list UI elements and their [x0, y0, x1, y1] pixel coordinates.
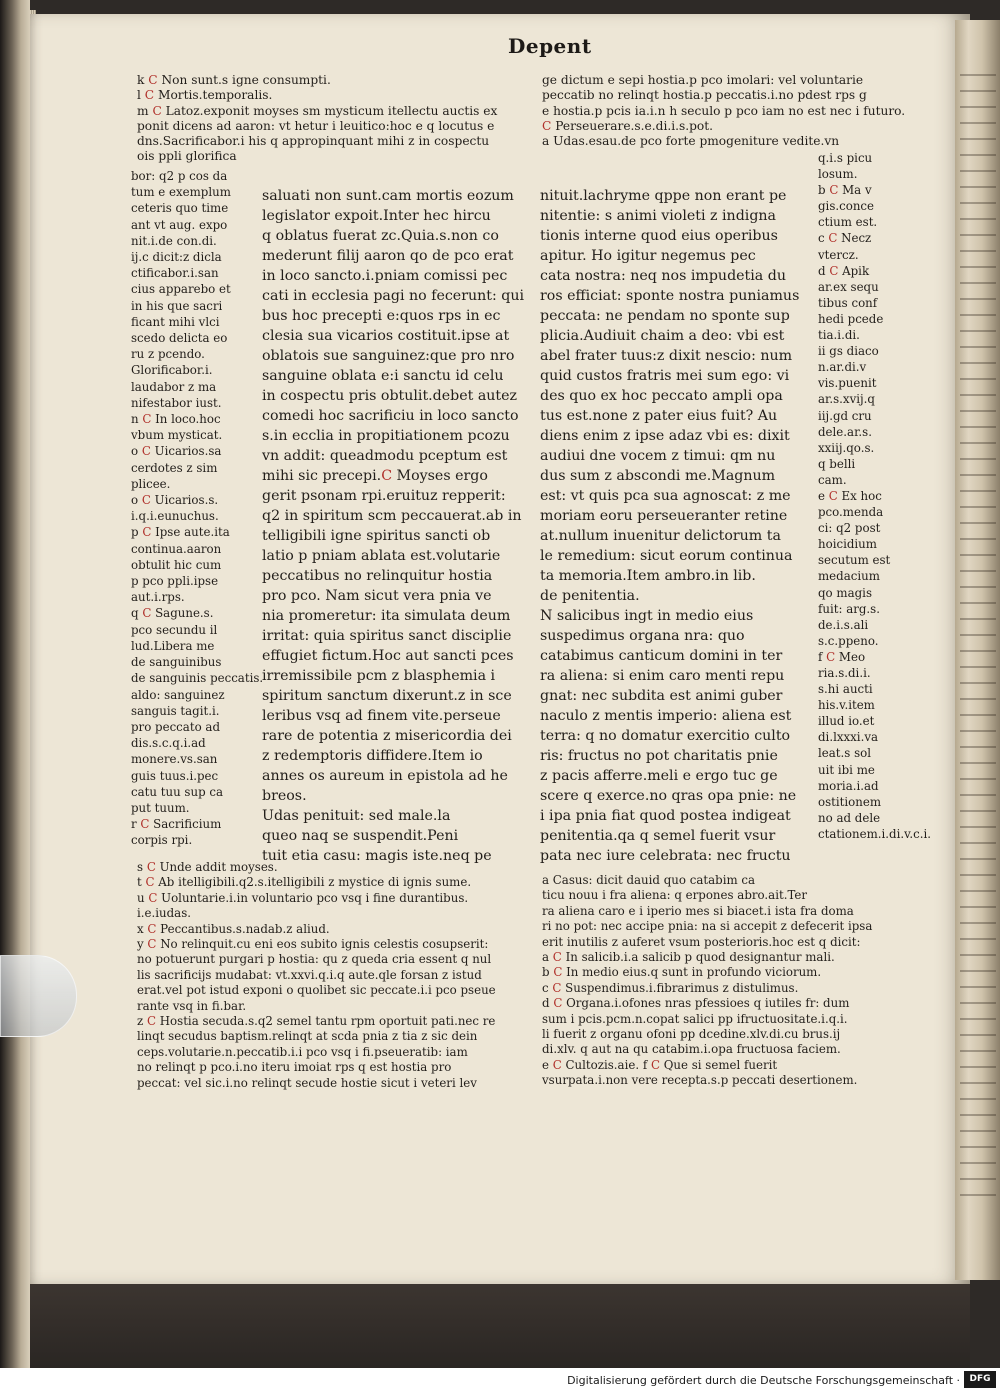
- text-line: p pco ppli.ipse: [131, 574, 219, 589]
- text-line: naculo z mentis imperio: aliena est: [540, 708, 792, 724]
- text-line: i ipa pnia fiat quod postea indigeat: [540, 808, 791, 824]
- text-line: c C Suspendimus.i.fibrarimus z distulimus.: [542, 980, 799, 995]
- text-line: dis.s.c.q.i.ad: [131, 736, 206, 751]
- text-line: guis tuus.i.pec: [131, 768, 219, 783]
- text-line: nia promeretur: ita simulata deum: [262, 608, 511, 624]
- rubric-marker: C: [148, 890, 158, 905]
- text-line: erat.vel pot istud exponi o quolibet sic peccate.i.i pco pseue: [137, 983, 496, 998]
- text-line: secutum est: [818, 553, 891, 568]
- text-line: di.lxxxi.va: [818, 730, 879, 745]
- text-line: tum e exemplum: [131, 185, 231, 200]
- text-line: qo magis: [818, 585, 873, 600]
- rubric-marker: C: [140, 817, 150, 832]
- text-line: saluati non sunt.cam mortis eozum: [262, 188, 514, 204]
- text-line: gis.conce: [818, 199, 875, 214]
- text-line: le remedium: sicut eorum continua: [540, 548, 793, 564]
- text-line: aut.i.rps.: [131, 590, 185, 605]
- text-line: diens enim z ipse adaz vbi es: dixit: [540, 428, 790, 444]
- text-line: peccata: ne pendam no sponte sup: [540, 308, 790, 324]
- text-line: tus est.none z pater eius fuit? Au: [540, 408, 778, 424]
- text-line: a Casus: dicit dauid quo catabim ca: [542, 873, 756, 887]
- text-line: p C Ipse aute.ita: [131, 525, 230, 540]
- text-line: spiritum sanctum dixerunt.z in sce: [262, 688, 512, 704]
- rubric-marker: C: [141, 444, 151, 459]
- text-line: irritat: quia spiritus sanct disciplie: [262, 628, 512, 644]
- text-line: vis.puenit: [818, 376, 877, 391]
- text-line: y C No relinquit.cu eni eos subito ignis celestis cosupserit:: [137, 937, 489, 952]
- text-line: lis sacrificijs mudabat: vt.xxvi.q.i.q aute.qle forsan z istud: [137, 967, 482, 982]
- rubric-marker: C: [141, 493, 151, 508]
- text-line: vtercz.: [818, 247, 859, 262]
- text-line: fuit: arg.s.: [818, 601, 880, 616]
- text-line: terra: q no domatur exercitio culto: [540, 728, 791, 744]
- text-line: nitentie: s animi violeti z indigna: [540, 208, 776, 224]
- text-line: t C Ab itelligibili.q2.s.itelligibili z mystice di ignis sume.: [137, 875, 472, 890]
- text-line: hoicidium: [818, 537, 877, 552]
- rubric-marker: C: [146, 1014, 156, 1029]
- text-line: o C Uicarios.sa: [131, 444, 222, 459]
- text-line: sanguis tagit.i.: [131, 703, 220, 718]
- text-line: clesia sua vicarios costituit.ipse at: [262, 328, 510, 344]
- text-line: bus hoc precepti e:quos rps in ec: [262, 308, 501, 324]
- rubric-marker: C: [142, 606, 152, 621]
- text-line: apitur. Ho igitur negemus pec: [540, 248, 756, 264]
- text-line: catabimus canticum domini in ter: [540, 648, 783, 664]
- text-line: mihi sic precepi.C Moyses ergo: [262, 468, 488, 484]
- next-page-bleed: [960, 60, 996, 1200]
- text-line: effugiet fictum.Hoc aut sancti pces: [262, 648, 514, 664]
- text-line: q C Sagune.s.: [131, 606, 214, 621]
- text-line: ticu nouu i fra aliena: q erpones abro.ait.Ter: [542, 888, 808, 903]
- rubric-marker: C: [145, 875, 155, 890]
- text-line: cam.: [818, 472, 847, 487]
- rubric-marker: C: [144, 88, 155, 103]
- text-line: nit.i.de con.di.: [131, 233, 217, 248]
- text-line: ceteris quo time: [131, 201, 229, 216]
- text-line: pata nec iure celebrata: nec fructu: [540, 848, 791, 864]
- bottom-shadow: [30, 1284, 970, 1368]
- text-line: ci: q2 post: [818, 521, 881, 536]
- text-line: r C Sacrificium: [131, 817, 222, 832]
- rubric-marker: C: [650, 1057, 660, 1072]
- text-line: irremissibile pcm z blasphemia i: [262, 668, 496, 684]
- footer-credit: Digitalisierung gefördert durch die Deutsche Forschungsgemeinschaft ·: [567, 1374, 960, 1387]
- text-line: est: vt quis pca sua agnoscat: z me: [540, 488, 791, 504]
- text-line: z pacis afferre.meli e ergo tuc ge: [540, 768, 778, 784]
- text-line: abel frater tuus:z dixit nescio: num: [540, 348, 793, 364]
- text-line: in cospectu pris obtulit.debet autez: [262, 388, 518, 404]
- text-line: scere q exerce.no qras opa pnie: ne: [540, 788, 797, 804]
- text-line: s.c.ppeno.: [818, 633, 879, 648]
- text-line: tibus conf: [818, 295, 878, 310]
- text-line: bor: q2 p cos da: [131, 169, 228, 183]
- text-line: iij.gd cru: [818, 408, 872, 423]
- rubric-marker: C: [146, 860, 156, 874]
- text-line: monere.vs.san: [131, 752, 218, 767]
- text-line: no potuerunt purgari p hostia: qu z queda cria essent q nul: [137, 952, 492, 967]
- text-line: xxiij.qo.s.: [818, 440, 875, 455]
- text-line: q.i.s picu: [818, 151, 873, 165]
- running-head: Depent: [508, 34, 592, 58]
- text-line: pco secundu il: [131, 622, 218, 637]
- book-edge-left: [0, 0, 30, 1368]
- page-clip: [0, 955, 77, 1037]
- text-line: moriam eoru perseueranter retine: [540, 508, 788, 524]
- text-line: d C Apik: [818, 263, 870, 278]
- text-line: ficant mihi vlci: [131, 314, 220, 329]
- text-line: pro peccato ad: [131, 719, 221, 734]
- rubric-marker: C: [826, 649, 836, 664]
- rubric-marker: C: [147, 937, 157, 952]
- text-line: dus sum z abscondi me.Magnum: [540, 468, 776, 484]
- rubric-marker: C: [542, 118, 552, 133]
- text-line: catu tuu sup ca: [131, 784, 224, 799]
- text-line: ar.ex sequ: [818, 279, 879, 294]
- text-line: leat.s sol: [818, 746, 872, 761]
- text-line: dele.ar.s.: [818, 424, 872, 439]
- text-line: ra aliena caro e i iperio mes si biacet.i ista fra doma: [542, 903, 854, 918]
- text-line: s C Unde addit moyses.: [137, 860, 278, 874]
- text-line: corpis rpi.: [131, 833, 193, 848]
- text-line: hedi pcede: [818, 311, 884, 326]
- text-line: n C In loco.hoc: [131, 412, 221, 427]
- text-line: losum.: [818, 167, 858, 182]
- rubric-marker: C: [552, 1057, 562, 1072]
- text-line: ta memoria.Item ambro.in lib.: [540, 568, 756, 584]
- text-line: ij.c dicit:z dicla: [131, 250, 222, 265]
- text-line: tia.i.di.: [818, 328, 860, 343]
- text-line: in his que sacri: [131, 298, 223, 313]
- text-line: di.xlv. q aut na qu catabim.i.opa fructuosa faciem.: [542, 1042, 841, 1057]
- right-gloss-column: [818, 150, 932, 842]
- text-line: pco.menda: [818, 505, 884, 520]
- text-line: vsurpata.i.non vere recepta.s.p peccati desertionem.: [542, 1073, 858, 1088]
- text-line: ros efficiat: sponte nostra puniamus: [540, 288, 800, 304]
- text-line: uit ibi me: [818, 762, 875, 777]
- text-line: pro pco. Nam sicut vera pnia ve: [262, 588, 492, 604]
- text-line: f C Meo: [818, 649, 866, 664]
- text-line: s.hi aucti: [818, 682, 873, 697]
- text-line: oblatois sue sanguinez:que pro nro: [262, 348, 515, 364]
- text-line: plicee.: [131, 476, 171, 491]
- text-line: ge dictum e sepi hostia.p pco imolari: vel voluntarie: [542, 73, 864, 87]
- text-line: ria.s.di.i.: [818, 666, 871, 680]
- text-line: put tuum.: [131, 800, 190, 815]
- text-line: z redemptoris diffidere.Item io: [262, 748, 483, 764]
- text-line: erit inutilis z auferet vsum posterioris.hoc est q dicit:: [542, 934, 861, 949]
- text-line: q belli: [818, 456, 856, 471]
- text-line: e C Ex hoc: [818, 488, 882, 503]
- text-line: l C Mortis.temporalis.: [137, 88, 273, 103]
- text-line: gnat: nec subdita est animi guber: [540, 688, 783, 704]
- text-line: audiui dne vocem z timui: qm nu: [540, 448, 776, 464]
- text-line: de penitentia.: [540, 588, 640, 604]
- text-line: cata nostra: neq nos impudetia du: [540, 268, 786, 284]
- text-line: ant vt aug. expo: [131, 217, 228, 232]
- text-line: N salicibus ingt in medio eius: [540, 608, 754, 624]
- text-line: ra aliena: si enim caro menti repu: [540, 668, 785, 684]
- text-line: tionis interne quod eius operibus: [540, 228, 778, 244]
- text-line: medacium: [818, 569, 880, 584]
- text-line: n.ar.di.v: [818, 360, 867, 375]
- text-line: b C Ma v: [818, 183, 872, 198]
- left-gloss-column: [131, 168, 264, 849]
- text-line: ctium est.: [818, 215, 878, 230]
- text-line: penitentia.qa q semel fuerit vsur: [540, 828, 776, 844]
- rubric-marker: C: [552, 980, 562, 995]
- text-line: e C Cultozis.aie. f C Que si semel fuerit: [542, 1057, 778, 1072]
- text-line: ii gs diaco: [818, 344, 879, 359]
- text-line: vn addit: queadmodu pceptum est: [262, 448, 508, 464]
- text-line: k C Non sunt.s igne consumpti.: [137, 73, 331, 87]
- text-line: illud io.et: [818, 714, 875, 729]
- text-line: scedo delicta eo: [131, 331, 228, 346]
- text-line: cius apparebo et: [131, 282, 231, 297]
- text-line: sum i pcis.pcm.n.copat salici pp ifructuositate.i.q.i.: [542, 1011, 848, 1026]
- text-line: gerit psonam rpi.eruituz repperit:: [262, 488, 506, 504]
- text-line: ctificabor.i.san: [131, 266, 219, 281]
- text-line: de sanguinibus: [131, 655, 222, 670]
- text-line: cerdotes z sim: [131, 460, 218, 475]
- text-line: aldo: sanguinez: [131, 687, 225, 702]
- text-line: no ad dele: [818, 810, 881, 825]
- rubric-marker: C: [553, 996, 563, 1011]
- text-line: peccatibus no relinquitur hostia: [262, 568, 493, 584]
- text-line: de.i.s.ali: [818, 617, 869, 632]
- rubric-marker: C: [147, 921, 157, 936]
- text-line: ois ppli glorifica: [137, 149, 237, 164]
- top-notes-right: [542, 73, 906, 149]
- text-line: nituit.lachryme qppe non erant pe: [540, 188, 787, 204]
- text-line: mederunt filij aaron qo de pco erat: [262, 248, 514, 264]
- text-line: peccat: vel sic.i.no relinqt secude hostie sicut i veteri lev: [137, 1075, 477, 1090]
- rubric-marker: C: [828, 231, 838, 246]
- text-line: sanguine oblata e:i sanctu id celu: [262, 368, 504, 384]
- text-line: C Perseuerare.s.e.di.i.s.pot.: [542, 118, 714, 133]
- text-line: q2 in spiritum scm peccauerat.ab in: [262, 508, 522, 524]
- rubric-marker: C: [148, 73, 158, 87]
- rubric-marker: C: [381, 468, 393, 484]
- text-line: linqt secudus baptism.relinqt at scda pnia z tia z sic dein: [137, 1029, 478, 1044]
- text-line: annes os aureum in epistola ad he: [262, 768, 508, 784]
- bottom-notes-left: [137, 860, 537, 1091]
- text-line: queo naq se suspendit.Peni: [262, 828, 459, 844]
- text-line: vbum mysticat.: [131, 428, 223, 443]
- text-line: leribus vsq ad finem vite.perseue: [262, 708, 501, 724]
- text-line: ctationem.i.di.v.c.i.: [818, 826, 932, 841]
- text-line: a C In salicib.i.a salicib p quod designantur mali.: [542, 950, 835, 965]
- text-line: c C Necz: [818, 231, 872, 246]
- text-line: telligibili igne spiritus sancti ob: [262, 528, 491, 544]
- text-line: m C Latoz.exponit moyses sm mysticum itellectu auctis ex: [137, 103, 498, 118]
- text-line: d C Organa.i.ofones nras pfessioes q iutiles fr: dum: [542, 996, 850, 1011]
- text-line: quid custos fratris mei sum ego: vi: [540, 368, 790, 384]
- text-line: dns.Sacrificabor.i his q appropinquant mihi z in cospectu: [137, 134, 490, 149]
- text-line: at.nullum inuenitur delictorum ta: [540, 528, 781, 544]
- text-line: ar.s.xvij.q: [818, 392, 875, 407]
- text-line: ris: fructus no pot charitatis pnie: [540, 748, 778, 764]
- text-line: in loco sancto.i.pniam comissi pec: [262, 268, 508, 284]
- text-line: obtulit hic cum: [131, 557, 222, 572]
- bottom-notes-right: [542, 873, 902, 1089]
- text-line: ceps.volutarie.n.peccatib.i.i pco vsq i fi.pseueratib: iam: [137, 1044, 468, 1059]
- rubric-marker: C: [829, 183, 839, 198]
- text-line: i.e.iudas.: [137, 906, 192, 921]
- text-line: de sanguinis peccatis.: [131, 671, 264, 686]
- text-line: z C Hostia secuda.s.q2 semel tantu rpm oportuit pati.nec re: [137, 1014, 496, 1029]
- text-line: e hostia.p pcis ia.i.n h seculo p pco iam no est nec i futuro.: [542, 103, 906, 118]
- text-line: tuit etia casu: magis iste.neq pe: [262, 848, 492, 864]
- text-line: no relinqt p pco.i.no iteru imoiat rps q est hostia pro: [137, 1060, 452, 1075]
- text-line: his.v.item: [818, 698, 875, 713]
- text-line: breos.: [262, 788, 307, 804]
- text-line: ostitionem: [818, 794, 882, 809]
- dfg-logo: DFG: [964, 1371, 996, 1388]
- text-line: peccatib no relinqt hostia.p peccatis.i.no pdest rps g: [542, 88, 867, 103]
- text-line: s.in ecclia in propitiationem pcozu: [262, 428, 510, 444]
- top-notes-left: [137, 73, 537, 165]
- text-line: suspedimus organa nra: quo: [540, 628, 745, 644]
- text-line: b C In medio eius.q sunt in profundo viciorum.: [542, 965, 822, 980]
- rubric-marker: C: [553, 965, 563, 980]
- text-line: des quo ex hoc peccato ampli opa: [540, 388, 783, 404]
- text-line: i.q.i.eunuchus.: [131, 509, 219, 524]
- rubric-marker: C: [152, 103, 162, 118]
- rubric-marker: C: [828, 488, 838, 503]
- text-line: laudabor z ma: [131, 379, 217, 394]
- text-line: q oblatus fuerat zc.Quia.s.non co: [262, 228, 499, 244]
- text-line: continua.aaron: [131, 541, 222, 556]
- text-line: legislator expoit.Inter hec hircu: [262, 208, 491, 224]
- main-text-left: [262, 186, 534, 866]
- text-line: nifestabor iust.: [131, 395, 222, 410]
- text-line: ru z pcendo.: [131, 347, 205, 362]
- text-line: plicia.Audiuit chaim a deo: vbi est: [540, 328, 785, 344]
- text-line: cati in ecclesia pagi no fecerunt: qui: [262, 288, 524, 304]
- rubric-marker: C: [829, 263, 839, 278]
- text-line: Glorificabor.i.: [131, 363, 213, 378]
- text-line: latio p pniam ablata est.volutarie: [262, 548, 501, 564]
- text-line: comedi hoc sacrificiu in loco sancto: [262, 408, 519, 424]
- text-line: rante vsq in fi.bar.: [137, 998, 247, 1013]
- text-line: moria.i.ad: [818, 778, 879, 793]
- text-line: Udas penituit: sed male.la: [262, 808, 451, 824]
- text-line: li fuerit z organu ofoni pp dcedine.xlv.di.cu brus.ij: [542, 1027, 841, 1042]
- text-line: ri no pot: nec accipe pnia: na si accepit z defecerit ipsa: [542, 919, 873, 934]
- rubric-marker: C: [142, 525, 152, 540]
- text-line: o C Uicarios.s.: [131, 493, 219, 508]
- text-line: u C Uoluntarie.i.in voluntario pco vsq i fine durantibus.: [137, 890, 469, 905]
- main-text-right: [540, 186, 812, 866]
- text-line: a Udas.esau.de pco forte pmogeniture vedite.vn: [542, 134, 840, 149]
- rubric-marker: C: [142, 412, 152, 427]
- rubric-marker: C: [552, 950, 562, 965]
- text-line: rare de potentia z misericordia dei: [262, 728, 512, 744]
- text-line: ponit dicens ad aaron: vt hetur i leuitico:hoc e q locutus e: [137, 118, 495, 133]
- text-line: lud.Libera me: [131, 638, 215, 653]
- text-line: x C Peccantibus.s.nadab.z aliud.: [137, 921, 330, 936]
